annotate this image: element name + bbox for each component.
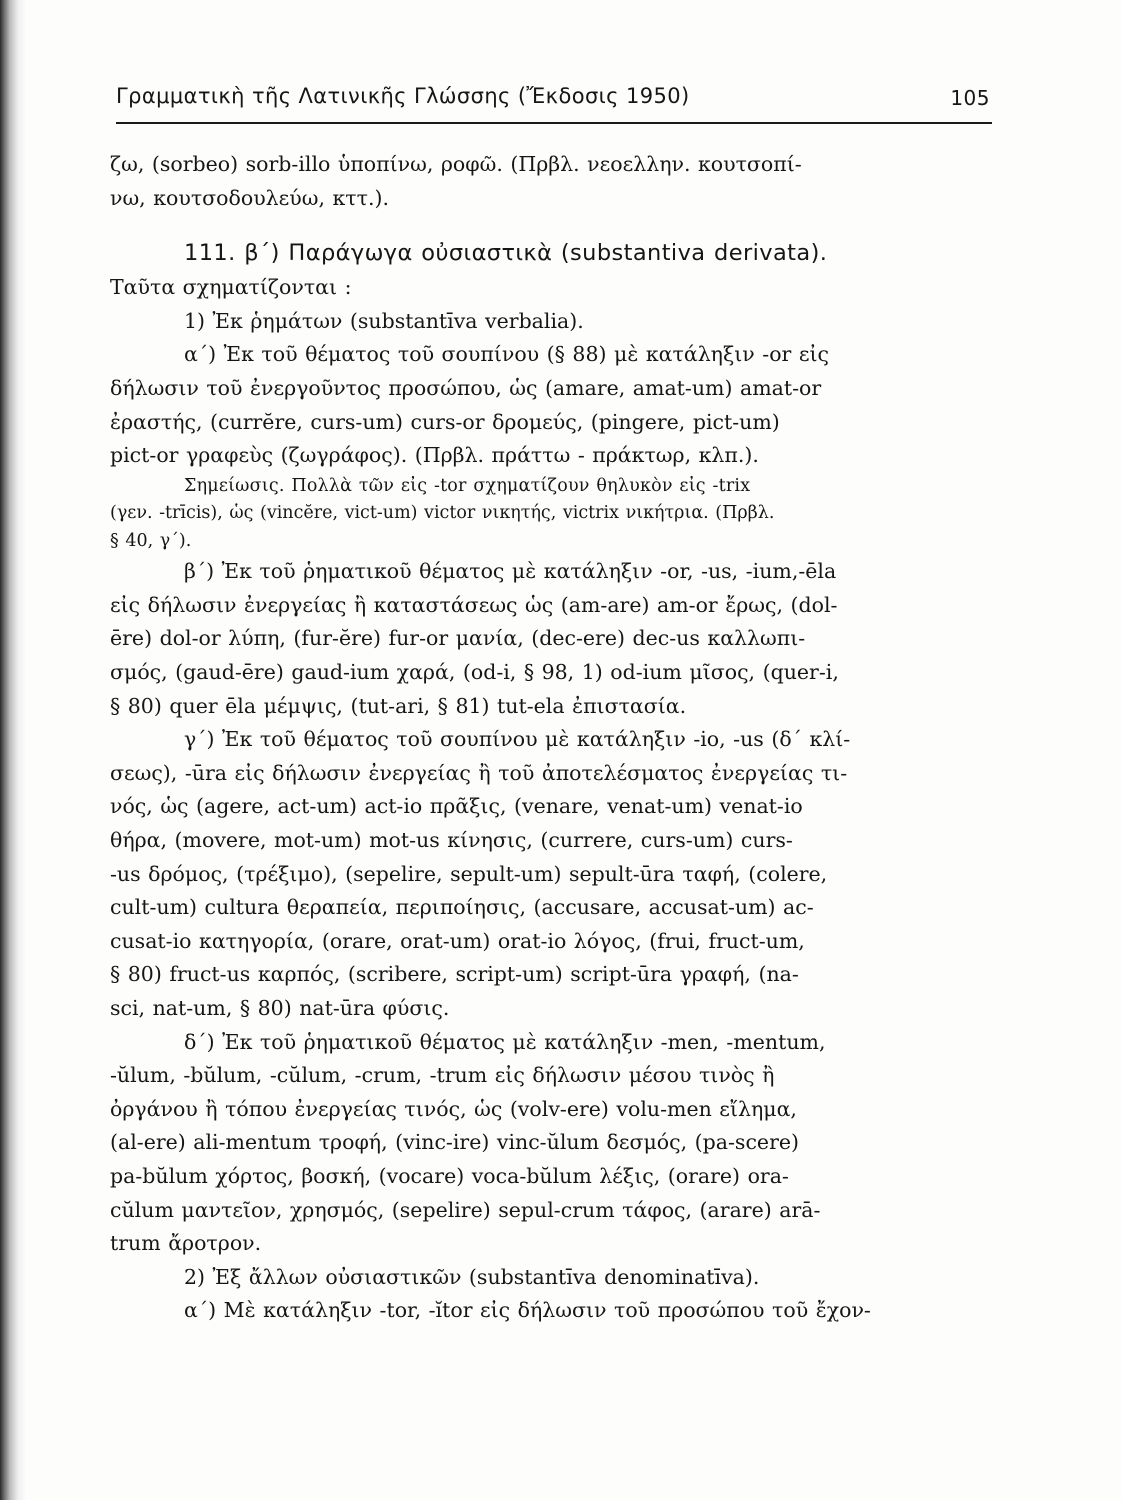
text-line: pa-bŭlum χόρτος, βοσκή, (vocare) voca-bŭlum λέξις, (orare) ora- (110, 1163, 789, 1188)
text-line: cusat-io κατηγορία, (orare, orat-um) orat-io λόγος, (frui, fruct-um, (110, 928, 805, 953)
page-number: 105 (950, 86, 990, 110)
note-line: (γεν. -trīcis), ὡς (vincĕre, vict-um) victor νικητής, victrix νικήτρια. (Πρβλ. (110, 503, 775, 524)
text-line: cŭlum μαντεῖον, χρησμός, (sepelire) sepul-crum τάφος, (arare) arā- (110, 1197, 821, 1222)
text-line: εἰς δήλωσιν ἐνεργείας ἢ καταστάσεως ὡς (am-are) am-or ἔρως, (dol- (110, 592, 838, 617)
text-line: -us δρόμος, (τρέξιμο), (sepelire, sepult-um) sepult-ūra ταφή, (colere, (110, 861, 828, 886)
paragraph-delta: δ΄) Ἐκ τοῦ ῥηματικοῦ θέματος μὲ κατάληξιν -men, -mentum, (184, 1029, 826, 1054)
paragraph-beta: β΄) Ἐκ τοῦ ῥηματικοῦ θέματος μὲ κατάληξιν -or, -us, -ium,-ēla (184, 559, 837, 584)
page-body (110, 148, 992, 1328)
subsection-heading-denominativa: 2) Ἐξ ἄλλων οὐσιαστικῶν (substantīva denominatīva). (184, 1264, 760, 1289)
text-line: pict-or γραφεὺς (ζωγράφος). (Πρβλ. πράττω - πράκτωρ, κλπ.). (110, 443, 759, 468)
text-line: Ταῦτα σχηματίζονται : (110, 275, 352, 300)
text-line: (al-ere) ali-mentum τροφή, (vinc-ire) vinc-ŭlum δεσμός, (pa-scere) (110, 1130, 799, 1155)
text-line: ēre) dol-or λύπη, (fur-ĕre) fur-or μανία, (dec-ere) dec-us καλλωπι- (110, 626, 806, 651)
running-header (116, 84, 992, 114)
book-binding-shadow (0, 0, 26, 1500)
section-heading-111: 111. β΄) Παράγωγα οὐσιαστικὰ (substantiva derivata). (184, 240, 828, 267)
text-line: -ŭlum, -bŭlum, -cŭlum, -crum, -trum εἰς δήλωσιν μέσου τινὸς ἢ (110, 1063, 775, 1088)
subsection-heading-verbalia: 1) Ἐκ ῥημάτων (substantīva verbalia). (184, 308, 584, 333)
note-line: § 40, γ΄). (110, 530, 192, 551)
text-line: sci, nat-um, § 80) nat-ūra φύσις. (110, 995, 450, 1020)
text-line: θήρα, (movere, mot-um) mot-us κίνησις, (currere, curs-um) curs- (110, 828, 793, 852)
text-line: ὀργάνου ἢ τόπου ἐνεργείας τινός, ὡς (volv-ere) volu-men εἴλημα, (110, 1096, 797, 1121)
note-block (110, 473, 992, 556)
text-line: ζω, (sorbeo) sorb-illo ὑποπίνω, ροφῶ. (Πρβλ. νεοελλην. κουτσοπί- (110, 152, 802, 176)
text-line: cult-um) cultura θεραπεία, περιποίησις, (accusare, accusat-um) ac- (110, 895, 814, 920)
text-line: § 80) quer ēla μέμψις, (tut-ari, § 81) tut-ela ἐπιστασία. (110, 693, 687, 718)
text-line: δήλωσιν τοῦ ἐνεργοῦντος προσώπου, ὡς (amare, amat-um) amat-or (110, 375, 822, 400)
text-line: σεως), -ūra εἰς δήλωσιν ἐνεργείας ἢ τοῦ ἀποτελέσματος ἐνεργείας τι- (110, 760, 848, 785)
running-header-title: Γραμματικὴ τῆς Λατινικῆς Γλώσσης (Ἔκδοσις 1950) (116, 84, 690, 108)
text-line: νός, ὡς (agere, act-um) act-io πρᾶξις, (venare, venat-um) venat-io (110, 794, 803, 819)
text-line: σμός, (gaud-ēre) gaud-ium χαρά, (od-i, § 98, 1) od-ium μῖσος, (quer-i, (110, 660, 839, 685)
text-line: ἐραστής, (currĕre, curs-um) curs-or δρομεύς, (pingere, pict-um) (110, 409, 780, 434)
paragraph-gamma: γ΄) Ἐκ τοῦ θέματος τοῦ σουπίνου μὲ κατάληξιν -io, -us (δ΄ κλί- (184, 727, 851, 752)
text-line: trum ἄροτρον. (110, 1231, 262, 1256)
text-line: § 80) fruct-us καρπός, (scribere, script-um) script-ūra γραφή, (na- (110, 962, 799, 987)
paragraph-alpha-2: α΄) Μὲ κατάληξιν -tor, -ĭtor εἰς δήλωσιν τοῦ προσώπου τοῦ ἔχον- (184, 1298, 871, 1323)
text-line: νω, κουτσοδουλεύω, κττ.). (110, 185, 390, 210)
note-line: Σημείωσις. Πολλὰ τῶν εἰς -tor σχηματίζουν θηλυκὸν εἰς -trix (184, 475, 751, 496)
header-rule (116, 122, 992, 124)
paragraph-alpha: α΄) Ἐκ τοῦ θέματος τοῦ σουπίνου (§ 88) μὲ κατάληξιν -or εἰς (184, 342, 829, 367)
